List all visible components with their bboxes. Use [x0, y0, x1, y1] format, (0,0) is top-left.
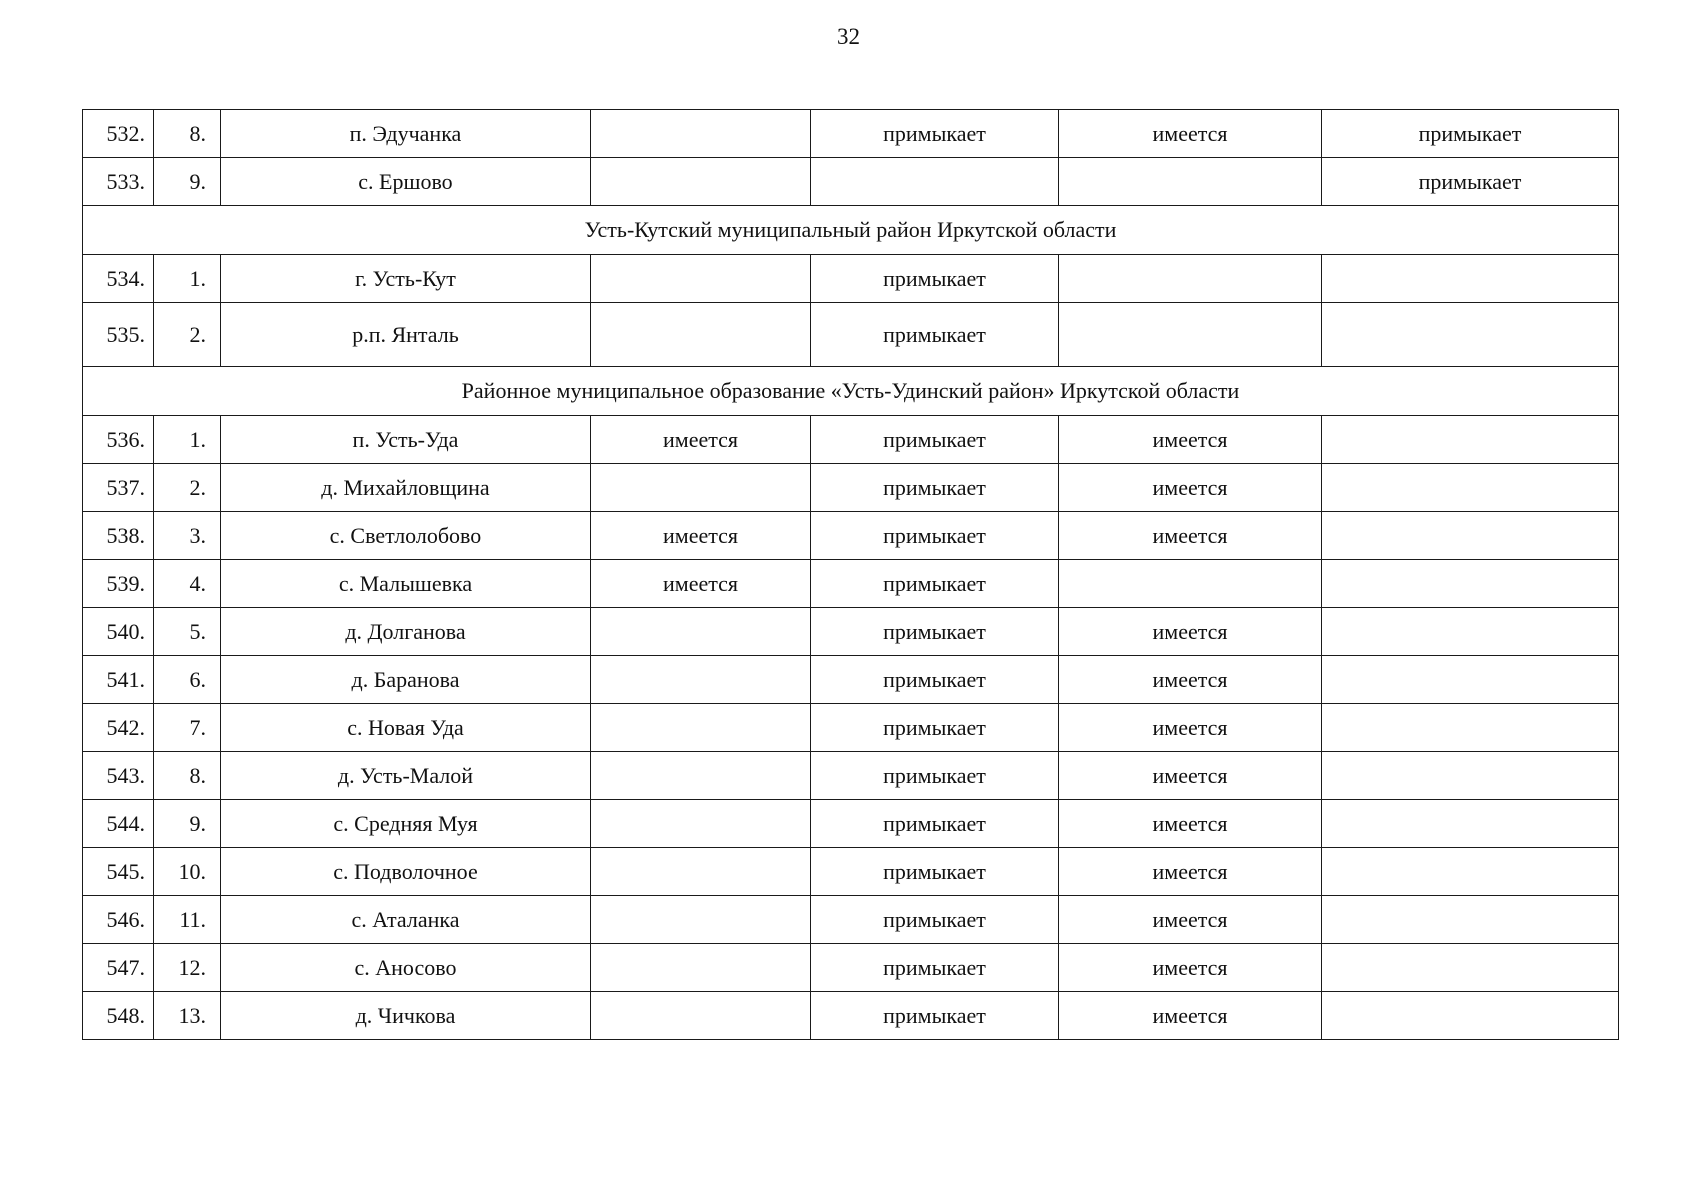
column-1-cell [591, 800, 811, 848]
settlement-name-cell: с. Средняя Муя [221, 800, 591, 848]
column-2-cell: примыкает [811, 255, 1059, 303]
column-4-cell [1322, 800, 1619, 848]
column-4-cell [1322, 464, 1619, 512]
column-4-cell [1322, 752, 1619, 800]
row-number-cell: 544. [83, 800, 154, 848]
column-3-cell [1059, 158, 1322, 206]
table-row [83, 464, 1619, 512]
column-4-cell [1322, 656, 1619, 704]
table-row [83, 992, 1619, 1040]
row-number-cell: 533. [83, 158, 154, 206]
table-row [83, 848, 1619, 896]
column-3-cell: имеется [1059, 896, 1322, 944]
column-3-cell [1059, 303, 1322, 367]
column-1-cell: имеется [591, 512, 811, 560]
table-row [83, 416, 1619, 464]
sub-number-cell: 1. [154, 416, 221, 464]
settlement-name-cell: д. Михайловщина [221, 464, 591, 512]
settlement-name-cell: д. Усть-Малой [221, 752, 591, 800]
section-header-row [83, 367, 1619, 416]
table-row [83, 158, 1619, 206]
settlement-name-cell: п. Усть-Уда [221, 416, 591, 464]
column-1-cell [591, 255, 811, 303]
column-4-cell [1322, 992, 1619, 1040]
table-row [83, 752, 1619, 800]
sub-number-cell: 13. [154, 992, 221, 1040]
row-number-cell: 543. [83, 752, 154, 800]
column-2-cell: примыкает [811, 896, 1059, 944]
column-3-cell: имеется [1059, 512, 1322, 560]
column-3-cell: имеется [1059, 110, 1322, 158]
sub-number-cell: 8. [154, 110, 221, 158]
sub-number-cell: 11. [154, 896, 221, 944]
column-3-cell: имеется [1059, 800, 1322, 848]
column-4-cell: примыкает [1322, 110, 1619, 158]
sub-number-cell: 6. [154, 656, 221, 704]
settlement-name-cell: р.п. Янталь [221, 303, 591, 367]
table-row [83, 303, 1619, 367]
column-4-cell [1322, 704, 1619, 752]
page-number: 32 [837, 24, 860, 49]
settlement-name-cell: г. Усть-Кут [221, 255, 591, 303]
settlement-name-cell: п. Эдучанка [221, 110, 591, 158]
column-3-cell [1059, 255, 1322, 303]
column-3-cell: имеется [1059, 848, 1322, 896]
sub-number-cell: 2. [154, 303, 221, 367]
column-2-cell: примыкает [811, 560, 1059, 608]
sub-number-cell: 9. [154, 800, 221, 848]
sub-number-cell: 3. [154, 512, 221, 560]
column-3-cell: имеется [1059, 944, 1322, 992]
settlement-name-cell: д. Чичкова [221, 992, 591, 1040]
column-1-cell [591, 752, 811, 800]
column-2-cell: примыкает [811, 752, 1059, 800]
sub-number-cell: 7. [154, 704, 221, 752]
row-number-cell: 536. [83, 416, 154, 464]
column-4-cell [1322, 896, 1619, 944]
row-number-cell: 547. [83, 944, 154, 992]
column-3-cell: имеется [1059, 752, 1322, 800]
section-title: Районное муниципальное образование «Усть-Удинский район» Иркутской области [83, 367, 1619, 416]
row-number-cell: 541. [83, 656, 154, 704]
column-4-cell [1322, 944, 1619, 992]
row-number-cell: 542. [83, 704, 154, 752]
settlement-name-cell: с. Аносово [221, 944, 591, 992]
column-2-cell [811, 158, 1059, 206]
row-number-cell: 535. [83, 303, 154, 367]
column-3-cell [1059, 560, 1322, 608]
sub-number-cell: 8. [154, 752, 221, 800]
row-number-cell: 545. [83, 848, 154, 896]
settlement-name-cell: с. Ершово [221, 158, 591, 206]
sub-number-cell: 10. [154, 848, 221, 896]
column-2-cell: примыкает [811, 303, 1059, 367]
column-1-cell [591, 158, 811, 206]
table-row [83, 704, 1619, 752]
row-number-cell: 548. [83, 992, 154, 1040]
column-2-cell: примыкает [811, 656, 1059, 704]
table-row [83, 800, 1619, 848]
sub-number-cell: 4. [154, 560, 221, 608]
sub-number-cell: 2. [154, 464, 221, 512]
settlement-name-cell: с. Малышевка [221, 560, 591, 608]
column-1-cell: имеется [591, 560, 811, 608]
column-1-cell [591, 464, 811, 512]
sub-number-cell: 9. [154, 158, 221, 206]
column-1-cell [591, 848, 811, 896]
table-row [83, 110, 1619, 158]
sub-number-cell: 1. [154, 255, 221, 303]
column-4-cell [1322, 512, 1619, 560]
column-4-cell [1322, 416, 1619, 464]
column-4-cell [1322, 848, 1619, 896]
settlement-name-cell: д. Баранова [221, 656, 591, 704]
table-row [83, 608, 1619, 656]
column-2-cell: примыкает [811, 944, 1059, 992]
column-2-cell: примыкает [811, 608, 1059, 656]
column-1-cell [591, 608, 811, 656]
column-2-cell: примыкает [811, 992, 1059, 1040]
column-1-cell [591, 303, 811, 367]
row-number-cell: 539. [83, 560, 154, 608]
column-2-cell: примыкает [811, 464, 1059, 512]
column-2-cell: примыкает [811, 800, 1059, 848]
column-1-cell [591, 896, 811, 944]
column-2-cell: примыкает [811, 512, 1059, 560]
table-row [83, 656, 1619, 704]
table-row [83, 560, 1619, 608]
section-title: Усть-Кутский муниципальный район Иркутской области [83, 206, 1619, 255]
column-3-cell: имеется [1059, 608, 1322, 656]
column-4-cell [1322, 303, 1619, 367]
column-3-cell: имеется [1059, 992, 1322, 1040]
column-4-cell: примыкает [1322, 158, 1619, 206]
column-2-cell: примыкает [811, 704, 1059, 752]
column-3-cell: имеется [1059, 416, 1322, 464]
column-1-cell [591, 110, 811, 158]
settlements-table [82, 109, 1619, 1040]
column-2-cell: примыкает [811, 110, 1059, 158]
column-1-cell [591, 992, 811, 1040]
row-number-cell: 532. [83, 110, 154, 158]
sub-number-cell: 12. [154, 944, 221, 992]
sub-number-cell: 5. [154, 608, 221, 656]
row-number-cell: 537. [83, 464, 154, 512]
row-number-cell: 538. [83, 512, 154, 560]
row-number-cell: 540. [83, 608, 154, 656]
column-4-cell [1322, 608, 1619, 656]
column-3-cell: имеется [1059, 656, 1322, 704]
column-1-cell [591, 704, 811, 752]
column-3-cell: имеется [1059, 464, 1322, 512]
column-4-cell [1322, 560, 1619, 608]
column-1-cell [591, 944, 811, 992]
settlement-name-cell: с. Подволочное [221, 848, 591, 896]
settlement-name-cell: д. Долганова [221, 608, 591, 656]
column-1-cell [591, 656, 811, 704]
table-row [83, 255, 1619, 303]
column-4-cell [1322, 255, 1619, 303]
row-number-cell: 546. [83, 896, 154, 944]
settlement-name-cell: с. Новая Уда [221, 704, 591, 752]
column-2-cell: примыкает [811, 848, 1059, 896]
table-row [83, 896, 1619, 944]
section-header-row [83, 206, 1619, 255]
column-2-cell: примыкает [811, 416, 1059, 464]
table-row [83, 944, 1619, 992]
row-number-cell: 534. [83, 255, 154, 303]
settlement-name-cell: с. Светлолобово [221, 512, 591, 560]
table-row [83, 512, 1619, 560]
column-1-cell: имеется [591, 416, 811, 464]
column-3-cell: имеется [1059, 704, 1322, 752]
settlement-name-cell: с. Аталанка [221, 896, 591, 944]
